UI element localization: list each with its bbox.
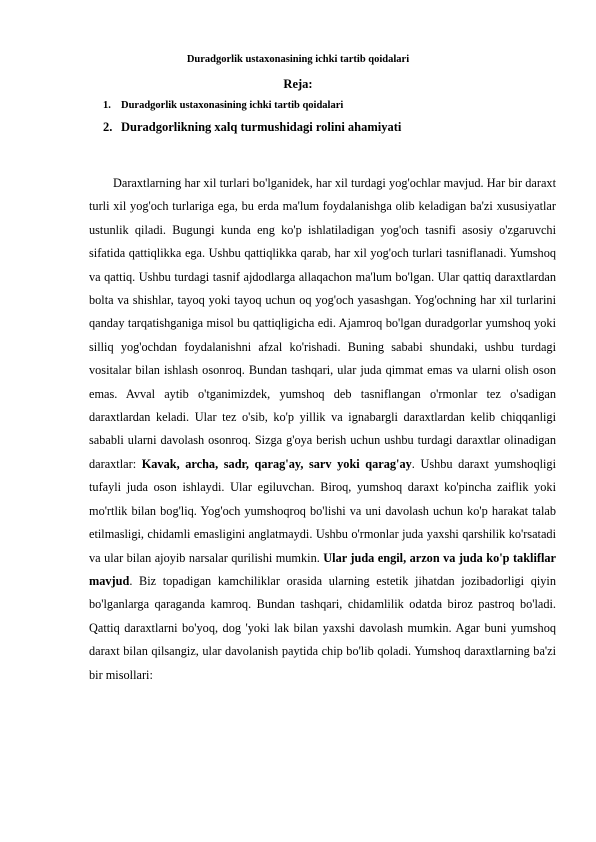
document-title: Duradgorlik ustaxonasining ichki tartib qoidalari: [186, 54, 410, 65]
plan-item-number: 2.: [103, 120, 113, 134]
paragraph-text: Daraxtlarning har xil turlari bo'lganidek, har xil turdagi yog'ochlar mavjud. Har bir daraxt turli xil yog'och turlariga ega, bu erda ma'lum foydalanishga olib keladigan ba'zi xususiyatlar ustunlik qiladi. Bugungi kunda eng ko'p ishlatiladigan yog'och tasnifi asosiy o'zgaruvchi sifatida qattiqlikka ega. Ushbu qattiqlikka qarab, har xil yog'och turlari tasniflanadi. Yumshoq va qattiq. Ushbu turdagi tasnif ajdodlarga allaqachon ma'lum bo'lgan. Ular qattiq daraxtlardan bolta va shishlar, tayoq yoki tayoq uchun oq yog'och yasashgan. Yog'ochning har xil turlarini qanday tarqatishganiga misol bu qattiqligicha edi. Ajamroq bo'lgan duradgorlar yumshoq yoki silliq yog'ochdan foydalanishni afzal ko'rishadi. Buning sababi shundaki, ushbu turdagi vositalar bilan ishlash osonroq. Bundan tashqari, ular juda qimmat emas va ularni olish oson emas. Avval aytib o'tganimizdek, yumshoq deb tasniflangan o'rmonlar tez o'sadigan daraxtlardan keladi. Ular tez o'sib, ko'p yillik va ignabargli daraxtlardan kelib chiqqanligi sababli ularni davolash osonroq. Sizga g'oya berish uchun ushbu turdagi daraxtlar olinadigan daraxtlar:: [89, 176, 556, 471]
plan-item-number: 1.: [103, 100, 111, 111]
paragraph-text: . Ushbu daraxt yumshoqligi tufayli juda oson ishlaydi. Ular egiluvchan. Biroq, yumshoq daraxt ko'pincha zaiflik yoki mo'rtlik bilan bog'liq. Yog'och yumshoqroq bo'lishi va uni davolash uchun ko'p harakat talab etilmasligi, chidamli emasligini anglatmaydi. Ushbu o'rmonlar juda yaxshi qarshilik ko'rsatadi va ular bilan ajoyib narsalar qurilishi mumkin.: [89, 456, 556, 565]
body-paragraph: [89, 172, 556, 687]
plan-item-text: Duradgorlikning xalq turmushidagi rolini ahamiyati: [121, 120, 402, 134]
plan-heading: Reja:: [283, 77, 313, 91]
plan-item-text: Duradgorlik ustaxonasining ichki tartib qoidalari: [121, 100, 344, 111]
paragraph-bold-statement: Ular juda engil, arzon va juda ko'p takliflar mavjud: [89, 550, 556, 588]
paragraph-text: . Biz topadigan kamchiliklar orasida ularning estetik jihatdan jozibadorligi qiyin bo'lganlarga qaraganda kamroq. Bundan tashqari, chidamlilik odatda biroz pastroq bo'ladi. Qattiq daraxtlarni bo'yoq, dog 'yoki lak bilan yaxshi davolash mumkin. Agar buni yumshoq daraxt bilan qilsangiz, ular davolanish paytida chip bo'lib qoladi. Yumshoq daraxtlarning ba'zi bir misollari:: [89, 573, 556, 682]
paragraph-bold-tree-list: Kavak, archa, sadr, qarag'ay, sarv yoki qarag'ay: [141, 456, 412, 471]
